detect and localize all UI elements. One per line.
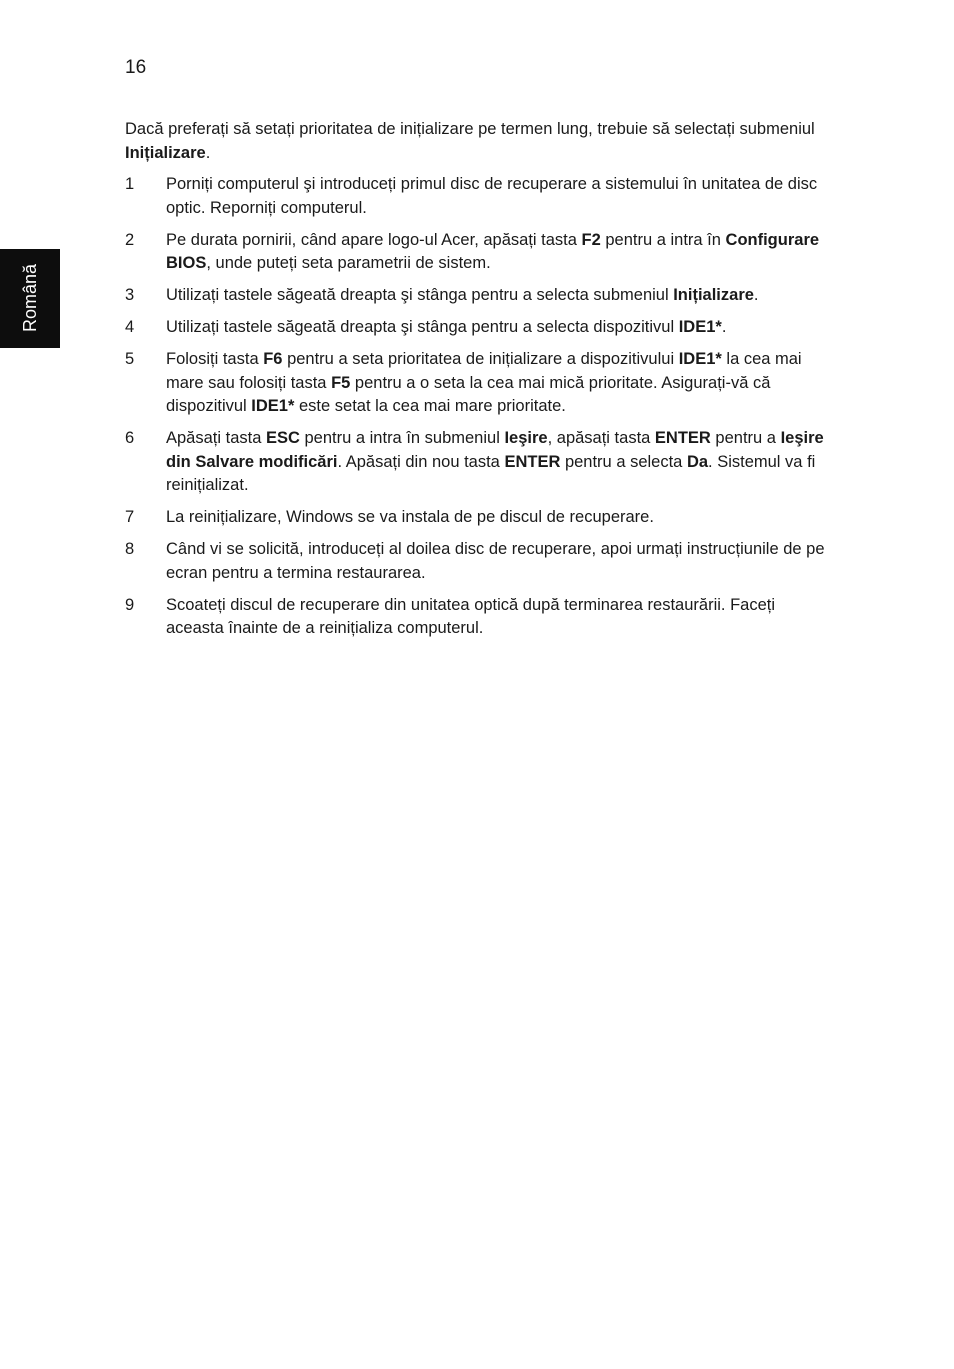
step-6	[125, 427, 825, 498]
step-text: Utilizați tastele săgeată dreapta şi stânga pentru a selecta dispozitivul IDE1*.	[166, 318, 727, 336]
step-text: Pe durata pornirii, când apare logo-ul Acer, apăsați tasta F2 pentru a intra în Configurare BIOS, unde puteți seta parametrii de sistem.	[166, 230, 820, 272]
step-8	[125, 538, 825, 585]
document-body	[125, 118, 825, 649]
step-text: Porniți computerul şi introduceți primul disc de recuperare a sistemului în unitatea de disc optic. Reporniți computerul.	[166, 175, 818, 217]
step-2	[125, 229, 825, 276]
step-text: Când vi se solicită, introduceți al doilea disc de recuperare, apoi urmați instrucțiunile de pe ecran pentru a termina restaurarea.	[166, 540, 825, 582]
step-5	[125, 348, 825, 419]
page-number: 16	[125, 57, 147, 78]
step-number: 6	[125, 429, 135, 447]
step-4	[125, 316, 825, 340]
step-number: 3	[125, 286, 135, 304]
intro-bold-menu: Inițializare	[125, 143, 206, 162]
step-text: Apăsați tasta ESC pentru a intra în submeniul Ieşire, apăsați tasta ENTER pentru a Ieşire din Salvare modificări. Apăsați din nou tasta ENTER pentru a selecta Da. Sistemul va fi reinițializat.	[166, 429, 824, 494]
language-side-tab	[0, 249, 60, 348]
step-number: 5	[125, 350, 135, 368]
intro-paragraph	[125, 118, 825, 165]
step-number: 1	[125, 175, 135, 193]
step-7	[125, 506, 825, 530]
step-number: 2	[125, 230, 135, 249]
step-text: Utilizați tastele săgeată dreapta şi stânga pentru a selecta submeniul Inițializare.	[166, 286, 759, 304]
step-9	[125, 594, 825, 641]
step-text: Scoateți discul de recuperare din unitatea optică după terminarea restaurării. Faceți aceasta înainte de a reinițializa computerul.	[166, 595, 776, 637]
intro-text-end: .	[205, 143, 211, 162]
step-3	[125, 284, 825, 308]
steps-list	[125, 173, 825, 641]
step-number: 8	[125, 540, 135, 558]
step-text: Folosiți tasta F6 pentru a seta prioritatea de inițializare a dispozitivului IDE1* la cea mai mare sau folosiți tasta F5 pentru a o seta la cea mai mică prioritate. Asigurați-vă că dispozitivul IDE1* este setat la cea mai mare prioritate.	[166, 350, 802, 415]
step-number: 9	[125, 595, 135, 614]
language-tab-label: Română	[20, 263, 40, 333]
intro-text: Dacă preferați să setați prioritatea de inițializare pe termen lung, trebuie să selectați submeniul	[125, 120, 815, 138]
step-number: 7	[125, 508, 135, 526]
step-number: 4	[125, 318, 135, 336]
step-1	[125, 173, 825, 220]
step-text: La reinițializare, Windows se va instala de pe discul de recuperare.	[166, 508, 654, 526]
